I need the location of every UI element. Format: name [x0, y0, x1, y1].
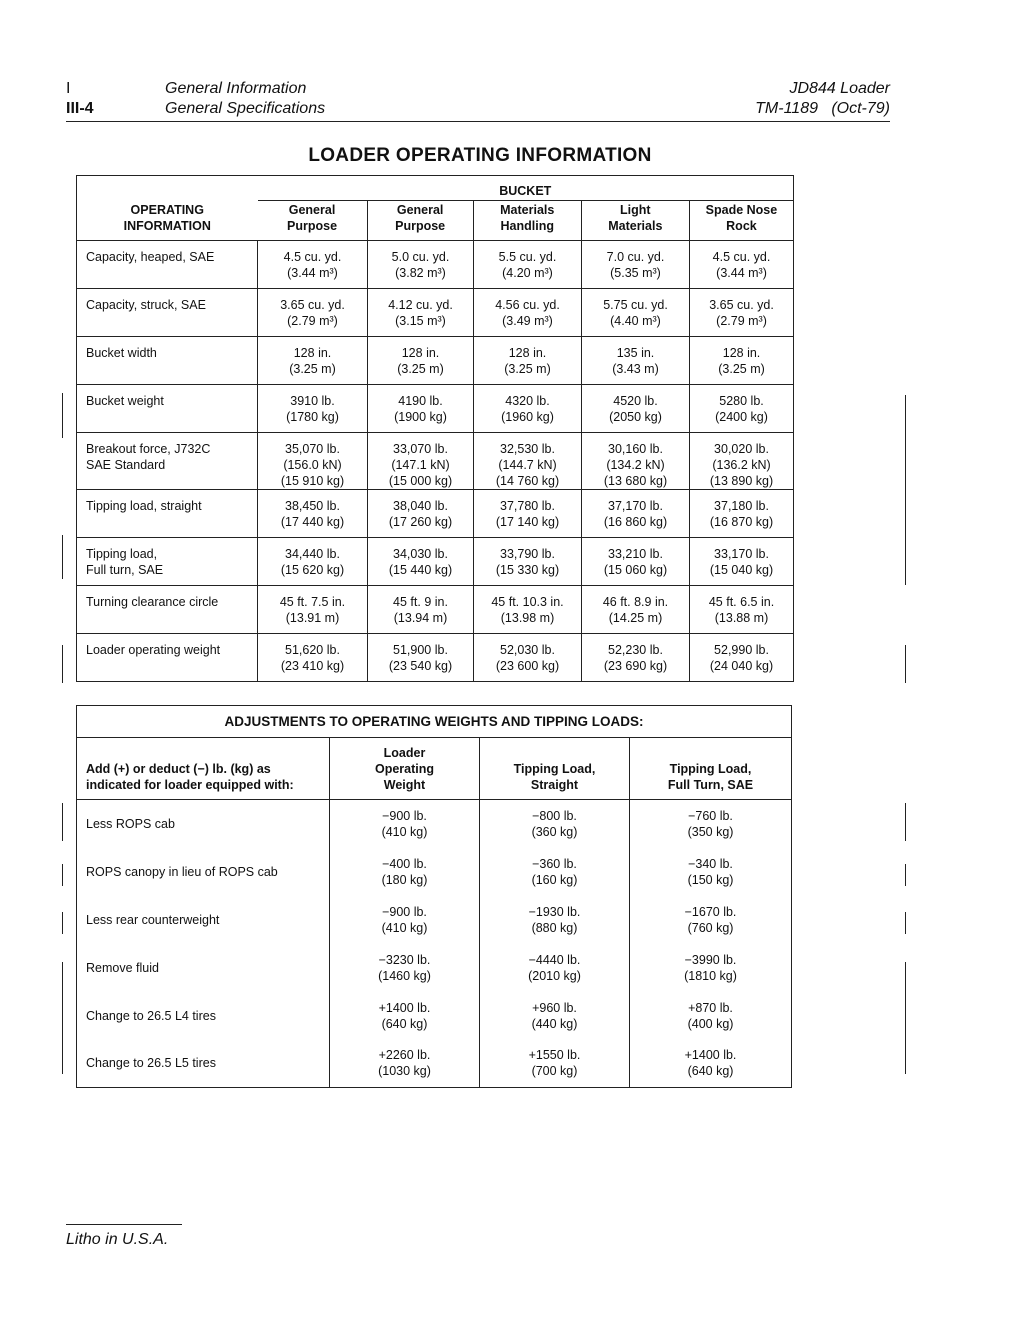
cell-value: 4520 lb. — [613, 394, 658, 408]
cell-value: (15 060 kg) — [603, 563, 668, 577]
row-label — [77, 385, 258, 433]
adj-column-header — [630, 738, 792, 800]
table-cell — [630, 1040, 792, 1088]
cell-value: −340 lb. — [688, 856, 733, 871]
footer-rule — [66, 1224, 182, 1225]
cell-value: 45 ft. 9 in. — [393, 595, 448, 609]
table-cell — [582, 241, 690, 289]
row-label: Less rear counterweight — [86, 912, 220, 927]
cell-value: (2.79 m³) — [716, 314, 767, 328]
cell-value: (3.25 m) — [289, 362, 336, 376]
column-header — [690, 200, 793, 240]
header-subsection-title: General Specifications — [165, 100, 326, 117]
table-cell — [258, 337, 368, 385]
table-cell — [630, 944, 792, 992]
row-label: ROPS canopy in lieu of ROPS cab — [86, 864, 278, 879]
table-cell — [368, 490, 474, 538]
table-cell — [330, 992, 480, 1040]
cell-value: −360 lb. — [532, 856, 577, 871]
column-header-line: Rock — [726, 219, 757, 233]
table-cell — [258, 241, 368, 289]
cell-value: −400 lb. — [382, 856, 427, 871]
cell-value: 33,210 lb. — [608, 547, 663, 561]
cell-value: (5.35 m³) — [610, 266, 661, 280]
table-cell — [690, 634, 794, 682]
table-cell — [690, 241, 794, 289]
table-cell — [474, 385, 582, 433]
row-label-line: Tipping load, straight — [86, 499, 202, 513]
table-cell — [582, 385, 690, 433]
table-cell — [258, 634, 368, 682]
cell-value: (1960 kg) — [501, 410, 554, 424]
adj-corner-header-line: Add (+) or deduct (−) lb. (kg) as — [86, 762, 271, 776]
cell-value: 45 ft. 10.3 in. — [491, 595, 564, 609]
table-cell — [582, 586, 690, 634]
header-page-num: III-4 — [66, 100, 94, 117]
cell-value: 37,180 lb. — [714, 499, 769, 513]
adj-column-header-line: Straight — [530, 778, 579, 792]
table-cell — [480, 800, 630, 848]
cell-value: (880 kg) — [531, 920, 578, 935]
cell-value: 5.75 cu. yd. — [603, 298, 668, 312]
column-header — [474, 200, 582, 240]
cell-value: (144.7 kN) — [498, 458, 557, 472]
cell-value: (1780 kg) — [286, 410, 339, 424]
cell-value: (17 140 kg) — [495, 515, 560, 529]
cell-value: 4.56 cu. yd. — [495, 298, 560, 312]
table-cell — [480, 848, 630, 896]
table-cell — [258, 586, 368, 634]
adj-column-header — [330, 738, 480, 800]
header-manual-id: TM-1189 (Oct-79) — [755, 100, 890, 117]
cell-value: (2.79 m³) — [287, 314, 338, 328]
cell-value: 3.65 cu. yd. — [280, 298, 345, 312]
table-cell — [630, 896, 792, 944]
table-cell — [582, 433, 690, 490]
table-cell — [474, 289, 582, 337]
change-bar — [62, 864, 63, 886]
table-cell — [258, 433, 368, 490]
table-cell — [330, 800, 480, 848]
row-label — [77, 586, 258, 634]
cell-value: (23 690 kg) — [603, 659, 668, 673]
table-cell — [330, 1040, 480, 1088]
cell-value: 4320 lb. — [505, 394, 550, 408]
table-cell — [330, 896, 480, 944]
cell-value: (3.25 m) — [718, 362, 765, 376]
row-label — [77, 490, 258, 538]
cell-value: 45 ft. 7.5 in. — [279, 595, 346, 609]
cell-value: (400 kg) — [687, 1016, 734, 1031]
cell-value: (4.20 m³) — [502, 266, 553, 280]
table-cell — [330, 848, 480, 896]
table-row — [77, 490, 794, 538]
cell-value: (410 kg) — [381, 920, 428, 935]
cell-value: (156.0 kN) — [283, 458, 342, 472]
cell-value: (13.98 m) — [500, 611, 555, 625]
table-cell — [582, 538, 690, 586]
cell-value: 46 ft. 8.9 in. — [602, 595, 669, 609]
row-label-line: Bucket weight — [86, 394, 164, 408]
cell-value: 128 in. — [508, 346, 547, 360]
cell-value: (24 040 kg) — [709, 659, 774, 673]
header-section-title: General Information — [165, 80, 307, 97]
cell-value: (14.25 m) — [608, 611, 663, 625]
column-header — [258, 200, 368, 240]
adj-column-header-line: Operating — [374, 762, 435, 776]
cell-value: 3.65 cu. yd. — [709, 298, 774, 312]
column-header-line: Light — [620, 203, 651, 217]
cell-value: 4.5 cu. yd. — [712, 250, 771, 264]
change-bar — [62, 645, 63, 683]
cell-value: (13.91 m) — [285, 611, 340, 625]
cell-value: 135 in. — [616, 346, 655, 360]
cell-value: 128 in. — [401, 346, 440, 360]
table-cell — [582, 490, 690, 538]
table-cell — [630, 992, 792, 1040]
table-cell — [258, 490, 368, 538]
table-cell — [474, 634, 582, 682]
cell-value: +1400 lb. — [378, 1000, 431, 1015]
change-bar — [905, 645, 906, 683]
row-label — [77, 433, 258, 490]
change-bar — [62, 962, 63, 1074]
cell-value: (147.1 kN) — [391, 458, 450, 472]
row-label-line: Breakout force, J732C — [86, 442, 211, 456]
cell-value: +1400 lb. — [684, 1048, 737, 1063]
cell-value: 32,530 lb. — [500, 442, 555, 456]
bucket-header: BUCKET — [499, 184, 552, 198]
table-row — [77, 944, 792, 992]
cell-value: 45 ft. 6.5 in. — [708, 595, 775, 609]
table-cell — [368, 289, 474, 337]
table-cell — [690, 490, 794, 538]
row-label: Remove fluid — [86, 960, 159, 975]
cell-value: 52,230 lb. — [608, 643, 663, 657]
column-header-line: Purpose — [395, 219, 446, 233]
cell-value: +2260 lb. — [378, 1048, 431, 1063]
table-cell — [368, 385, 474, 433]
cell-value: (180 kg) — [381, 872, 428, 887]
cell-value: 34,440 lb. — [285, 547, 340, 561]
cell-value: (23 540 kg) — [388, 659, 453, 673]
cell-value: +870 lb. — [688, 1000, 733, 1015]
cell-value: −3990 lb. — [684, 952, 737, 967]
cell-value: (3.44 m³) — [716, 266, 767, 280]
header-rule — [66, 121, 890, 122]
cell-value: +960 lb. — [532, 1000, 577, 1015]
table-cell — [368, 634, 474, 682]
cell-value: 4.5 cu. yd. — [283, 250, 342, 264]
cell-value: (700 kg) — [531, 1064, 578, 1079]
table-cell — [474, 490, 582, 538]
cell-value: (1900 kg) — [394, 410, 447, 424]
cell-value: −900 lb. — [382, 904, 427, 919]
cell-value: (3.44 m³) — [287, 266, 338, 280]
table-row — [77, 289, 794, 337]
cell-value: 52,030 lb. — [500, 643, 555, 657]
table-cell — [368, 586, 474, 634]
cell-value: (3.25 m) — [397, 362, 444, 376]
row-label-line: Capacity, struck, SAE — [86, 298, 206, 312]
table-cell — [368, 241, 474, 289]
change-bar — [905, 962, 906, 1074]
table-cell — [690, 586, 794, 634]
column-header-line: General — [396, 203, 444, 217]
table-row — [77, 848, 792, 896]
row-label: Less ROPS cab — [86, 816, 175, 831]
cell-value: 128 in. — [722, 346, 761, 360]
cell-value: +1550 lb. — [528, 1048, 581, 1063]
cell-value: 5.5 cu. yd. — [498, 250, 557, 264]
table-cell — [690, 385, 794, 433]
cell-value: 37,170 lb. — [608, 499, 663, 513]
cell-value: 5280 lb. — [719, 394, 764, 408]
adjustments-table — [76, 705, 792, 1088]
cell-value: (2010 kg) — [528, 968, 581, 983]
row-label: Change to 26.5 L5 tires — [86, 1056, 216, 1071]
bucket-header-group — [258, 176, 794, 241]
cell-value: (3.25 m) — [504, 362, 551, 376]
table-cell — [690, 538, 794, 586]
cell-value: (13.88 m) — [714, 611, 769, 625]
table-cell — [582, 337, 690, 385]
cell-value: (15 000 kg) — [388, 474, 453, 488]
cell-value: (1810 kg) — [684, 968, 737, 983]
cell-value: (14 760 kg) — [495, 474, 560, 488]
cell-value: (1030 kg) — [378, 1064, 431, 1079]
adjustments-title: ADJUSTMENTS TO OPERATING WEIGHTS AND TIPPING LOADS: — [224, 713, 644, 729]
table-row — [77, 538, 794, 586]
adj-column-header-line: Tipping Load, — [669, 762, 752, 776]
row-label — [77, 337, 258, 385]
column-header-line: Materials — [608, 219, 663, 233]
adj-column-header-line: Weight — [383, 778, 426, 792]
cell-value: 35,070 lb. — [285, 442, 340, 456]
cell-value: −4440 lb. — [528, 952, 581, 967]
table-row — [77, 385, 794, 433]
cell-value: 33,070 lb. — [393, 442, 448, 456]
row-label-line: Turning clearance circle — [86, 595, 219, 609]
column-header — [582, 200, 690, 240]
row-label-line: SAE Standard — [86, 458, 166, 472]
adj-corner-header — [77, 738, 330, 800]
cell-value: 52,990 lb. — [714, 643, 769, 657]
cell-value: (3.15 m³) — [395, 314, 446, 328]
adj-column-header — [480, 738, 630, 800]
column-header-line: Purpose — [287, 219, 338, 233]
table-cell — [690, 433, 794, 490]
cell-value: (15 440 kg) — [388, 563, 453, 577]
cell-value: −1930 lb. — [528, 904, 581, 919]
change-bar — [905, 864, 906, 886]
row-label-line: Capacity, heaped, SAE — [86, 250, 215, 264]
corner-header — [77, 176, 258, 241]
corner-header-line: INFORMATION — [123, 219, 211, 233]
table-cell — [474, 241, 582, 289]
header-section-num: I — [66, 80, 71, 97]
cell-value: 128 in. — [293, 346, 332, 360]
table-cell — [258, 289, 368, 337]
table-cell — [480, 896, 630, 944]
table-cell — [474, 433, 582, 490]
change-bar — [62, 393, 63, 438]
row-label — [77, 634, 258, 682]
cell-value: 3910 lb. — [290, 394, 335, 408]
cell-value: −1670 lb. — [684, 904, 737, 919]
table-cell — [258, 385, 368, 433]
row-label — [77, 289, 258, 337]
cell-value: (15 620 kg) — [280, 563, 345, 577]
column-header-line: Handling — [500, 219, 554, 233]
table-row — [77, 337, 794, 385]
adj-corner-header-line: indicated for loader equipped with: — [86, 778, 294, 792]
cell-value: (134.2 kN) — [606, 458, 665, 472]
row-label-line: Bucket width — [86, 346, 157, 360]
table-cell — [368, 337, 474, 385]
cell-value: (3.82 m³) — [395, 266, 446, 280]
table-cell — [258, 538, 368, 586]
cell-value: (2400 kg) — [715, 410, 768, 424]
table-cell — [582, 289, 690, 337]
cell-value: (640 kg) — [381, 1016, 428, 1031]
table-cell — [690, 289, 794, 337]
change-bar — [905, 912, 906, 934]
change-bar — [62, 535, 63, 579]
change-bar — [905, 803, 906, 841]
header-model: JD844 Loader — [789, 80, 890, 97]
table-cell — [474, 337, 582, 385]
change-bar — [62, 912, 63, 934]
cell-value: (15 040 kg) — [709, 563, 774, 577]
cell-value: 37,780 lb. — [500, 499, 555, 513]
cell-value: (15 910 kg) — [280, 474, 345, 488]
change-bar — [62, 803, 63, 841]
cell-value: (350 kg) — [687, 824, 734, 839]
table-cell — [582, 634, 690, 682]
cell-value: (440 kg) — [531, 1016, 578, 1031]
cell-value: (360 kg) — [531, 824, 578, 839]
column-header — [368, 200, 474, 240]
table-cell — [480, 944, 630, 992]
table-row — [77, 241, 794, 289]
cell-value: 4.12 cu. yd. — [388, 298, 453, 312]
column-header-line: Materials — [500, 203, 555, 217]
cell-value: 34,030 lb. — [393, 547, 448, 561]
cell-value: 30,160 lb. — [608, 442, 663, 456]
table-row — [77, 634, 794, 682]
cell-value: (136.2 kN) — [712, 458, 771, 472]
table-cell — [480, 992, 630, 1040]
change-bar — [905, 395, 906, 585]
cell-value: (640 kg) — [687, 1064, 734, 1079]
cell-value: 33,790 lb. — [500, 547, 555, 561]
cell-value: (16 860 kg) — [603, 515, 668, 529]
row-label — [77, 538, 258, 586]
table-cell — [474, 586, 582, 634]
table-row — [77, 1040, 792, 1088]
table-cell — [480, 1040, 630, 1088]
cell-value: −760 lb. — [688, 808, 733, 823]
bucket-columns — [258, 200, 794, 240]
cell-value: 30,020 lb. — [714, 442, 769, 456]
footer-text: Litho in U.S.A. — [66, 1231, 169, 1248]
row-label: Change to 26.5 L4 tires — [86, 1008, 216, 1023]
table-row — [77, 586, 794, 634]
loader-operating-table — [76, 175, 794, 682]
row-label-line: Full turn, SAE — [86, 563, 164, 577]
column-header-line: General — [288, 203, 336, 217]
cell-value: 38,450 lb. — [285, 499, 340, 513]
corner-header-line: OPERATING — [130, 203, 204, 217]
cell-value: 38,040 lb. — [393, 499, 448, 513]
cell-value: −800 lb. — [532, 808, 577, 823]
adj-column-header-line: Loader — [383, 746, 426, 760]
table-row — [77, 992, 792, 1040]
cell-value: (17 440 kg) — [280, 515, 345, 529]
cell-value: (3.49 m³) — [502, 314, 553, 328]
cell-value: 7.0 cu. yd. — [606, 250, 665, 264]
cell-value: (150 kg) — [687, 872, 734, 887]
cell-value: (4.40 m³) — [610, 314, 661, 328]
table-cell — [368, 433, 474, 490]
cell-value: (1460 kg) — [378, 968, 431, 983]
table-cell — [690, 337, 794, 385]
main-table-body — [77, 241, 794, 682]
cell-value: (410 kg) — [381, 824, 428, 839]
cell-value: 5.0 cu. yd. — [391, 250, 450, 264]
cell-value: 4190 lb. — [398, 394, 443, 408]
main-table-title: LOADER OPERATING INFORMATION — [308, 145, 652, 166]
cell-value: −3230 lb. — [378, 952, 431, 967]
cell-value: (16 870 kg) — [709, 515, 774, 529]
cell-value: (23 600 kg) — [495, 659, 560, 673]
cell-value: (760 kg) — [687, 920, 734, 935]
adj-column-header-line: Full Turn, SAE — [667, 778, 754, 792]
cell-value: (3.43 m) — [612, 362, 659, 376]
adjustments-table-body — [77, 800, 792, 1088]
row-label-line: Loader operating weight — [86, 643, 221, 657]
table-row — [77, 433, 794, 490]
table-cell — [368, 538, 474, 586]
cell-value: 33,170 lb. — [714, 547, 769, 561]
table-row — [77, 896, 792, 944]
adj-column-header-line: Tipping Load, — [513, 762, 596, 776]
cell-value: −900 lb. — [382, 808, 427, 823]
cell-value: (13.94 m) — [393, 611, 448, 625]
cell-value: 51,900 lb. — [393, 643, 448, 657]
cell-value: (15 330 kg) — [495, 563, 560, 577]
table-cell — [630, 848, 792, 896]
row-label-line: Tipping load, — [86, 547, 158, 561]
cell-value: 51,620 lb. — [285, 643, 340, 657]
cell-value: (17 260 kg) — [388, 515, 453, 529]
table-row — [77, 800, 792, 848]
column-header-line: Spade Nose — [705, 203, 778, 217]
cell-value: (160 kg) — [531, 872, 578, 887]
table-cell — [330, 944, 480, 992]
cell-value: (13 890 kg) — [709, 474, 774, 488]
row-label — [77, 241, 258, 289]
table-cell — [630, 800, 792, 848]
table-cell — [474, 538, 582, 586]
cell-value: (2050 kg) — [609, 410, 662, 424]
cell-value: (23 410 kg) — [280, 659, 345, 673]
cell-value: (13 680 kg) — [603, 474, 668, 488]
